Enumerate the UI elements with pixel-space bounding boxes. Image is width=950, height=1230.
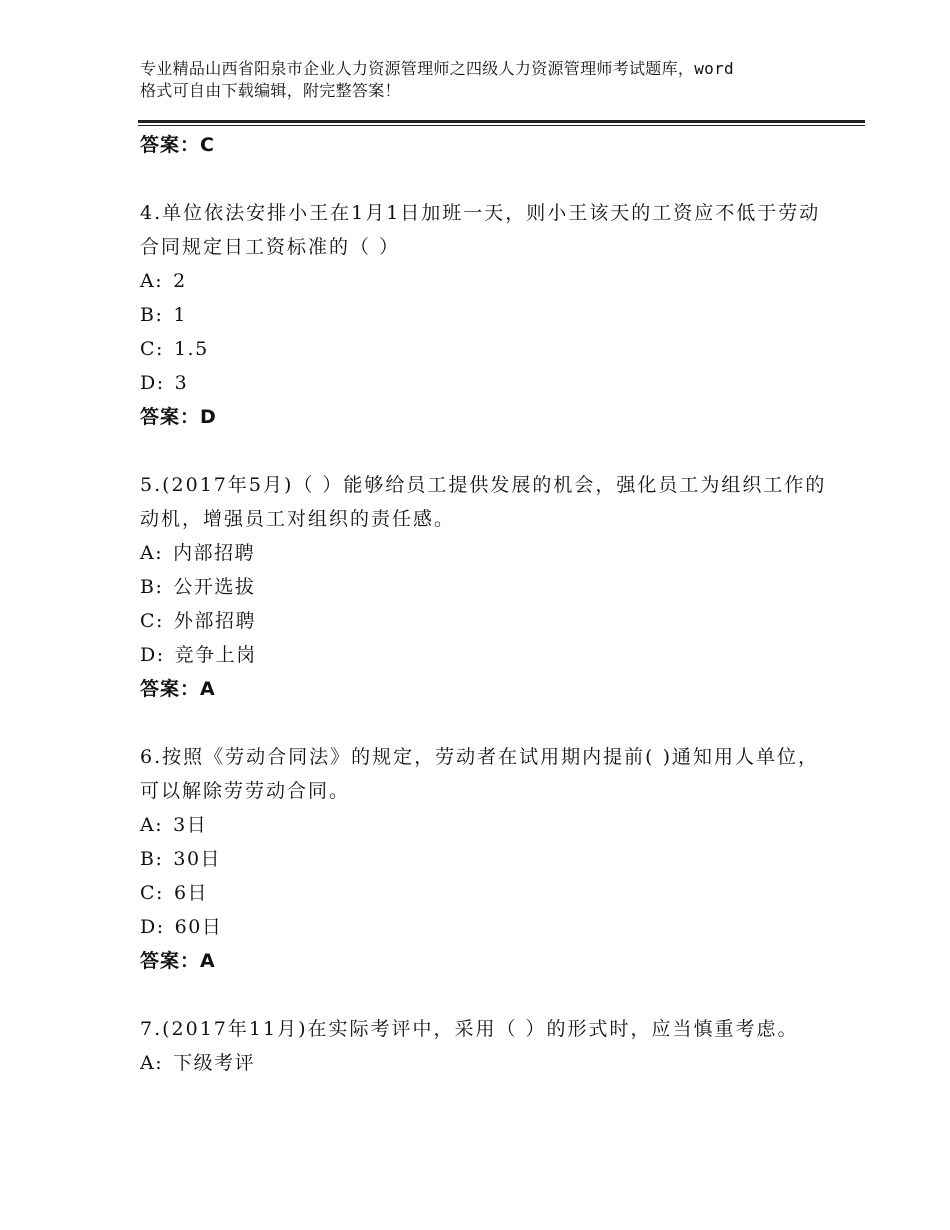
header-line-1: 专业精品山西省阳泉市企业人力资源管理师之四级人力资源管理师考试题库，word [140,59,734,78]
option-d [140,910,830,944]
document-header [140,58,840,102]
question-text: 6.按照《劳动合同法》的规定，劳动者在试用期内提前( )通知用人单位，可以解除劳劳动合同。 [140,746,819,802]
option-value: 公开选拔 [173,576,256,598]
option-b [140,298,830,332]
option-c [140,876,830,910]
option-b [140,570,830,604]
option-key: D: [140,916,165,938]
option-key: B: [140,576,164,598]
option-value: 1.5 [173,338,209,360]
question-list [140,128,830,1080]
option-value: 内部招聘 [173,542,256,564]
option-key: A: [140,814,164,836]
option-key: C: [140,610,164,632]
option-value: 2 [173,270,187,292]
option-value: 60日 [174,916,223,938]
option-key: B: [140,848,164,870]
option-c [140,332,830,366]
header-divider-thick [138,120,865,123]
question-text: 5.(2017年5月)（ ）能够给员工提供发展的机会，强化员工为组织工作的动机，增强员工对组织的责任感。 [140,474,827,530]
question-4 [140,196,830,434]
option-a [140,1046,830,1080]
answer-line: 答案：A [140,678,216,700]
option-value: 外部招聘 [173,610,256,632]
header-line-2: 格式可自由下载编辑，附完整答案！ [140,81,401,100]
previous-answer: 答案：C [140,134,215,156]
option-key: B: [140,304,164,326]
question-text: 7.(2017年11月)在实际考评中，采用（ ）的形式时，应当慎重考虑。 [140,1018,799,1040]
question-6 [140,740,830,978]
option-key: A: [140,1052,164,1074]
option-value: 下级考评 [173,1052,256,1074]
option-d [140,638,830,672]
option-key: D: [140,372,165,394]
option-value: 30日 [173,848,222,870]
option-key: A: [140,270,164,292]
option-value: 竞争上岗 [174,644,257,666]
option-value: 3 [174,372,189,394]
option-key: C: [140,338,164,360]
answer-line: 答案：A [140,950,216,972]
option-value: 1 [173,304,187,326]
option-a [140,808,830,842]
option-key: C: [140,882,164,904]
option-a [140,536,830,570]
option-value: 6日 [173,882,209,904]
option-value: 3日 [173,814,208,836]
option-key: A: [140,542,164,564]
option-a [140,264,830,298]
question-5 [140,468,830,706]
option-key: D: [140,644,165,666]
option-d [140,366,830,400]
header-divider-thin [138,125,865,126]
question-text: 4.单位依法安排小王在1月1日加班一天，则小王该天的工资应不低于劳动合同规定日工资标准的（ ） [140,202,821,258]
question-7 [140,1012,830,1080]
option-c [140,604,830,638]
answer-line: 答案：D [140,406,217,428]
option-b [140,842,830,876]
